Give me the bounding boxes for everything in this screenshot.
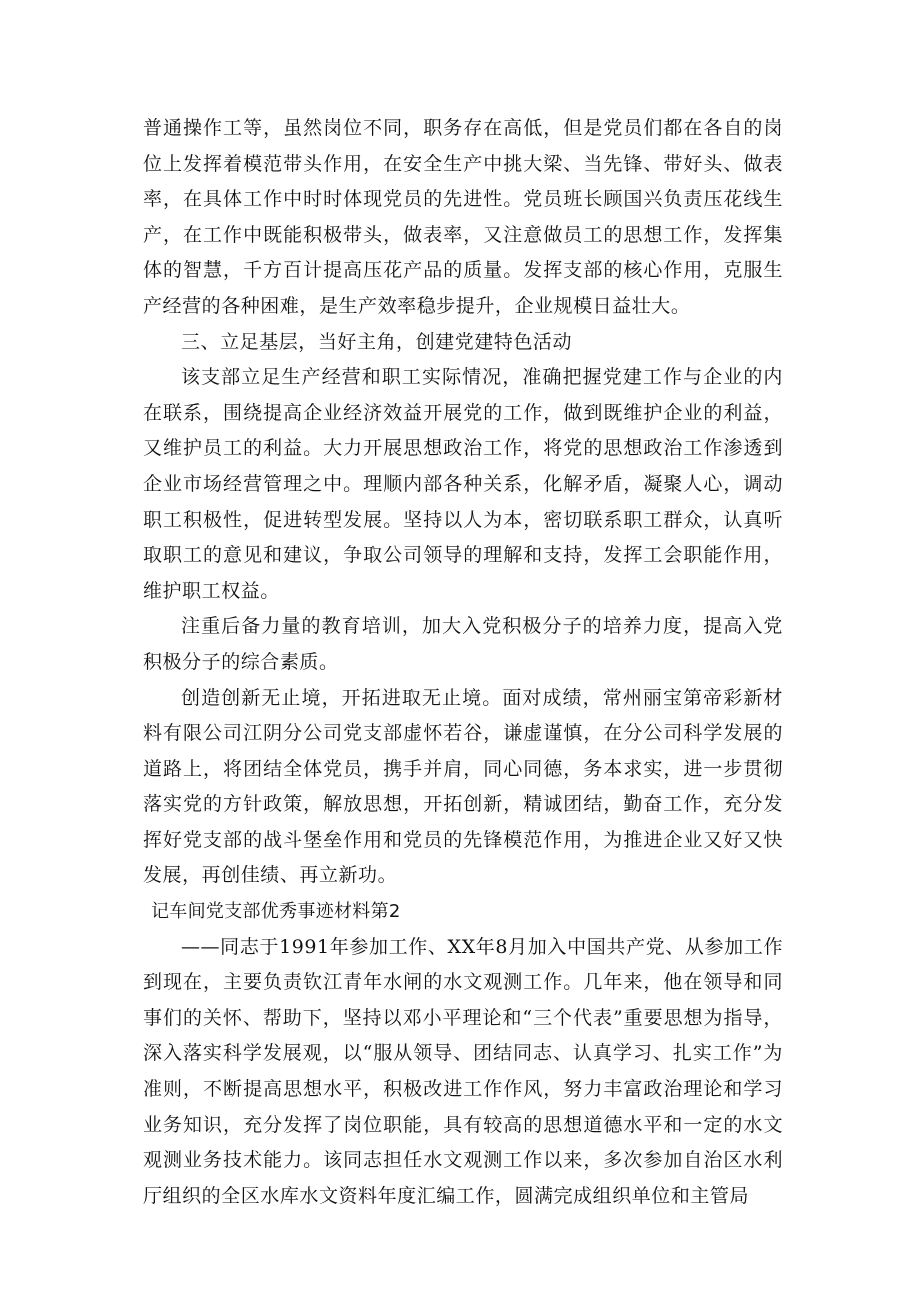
document-body (143, 111, 783, 1214)
section-heading: 三、立足基层，当好主角，创建党建特色活动 (181, 330, 573, 353)
paragraph-branch-practice: 该支部立足生产经营和职工实际情况，准确把握党建工作与企业的内在联系，围绕提高企业经济效益开展党的工作，做到既维护企业的利益，又维护员工的利益。大力开展思想政治工作，将党的思想政治工作渗透到企业市场经营管理之中。理顺内部各种关系，化解矛盾，凝聚人心，调动职工积极性，促进转型发展。坚持以人为本，密切联系职工群众，认真听取职工的意见和建议，争取公司领导的理解和支持，发挥工会职能作用，维护职工权益。 (143, 366, 783, 602)
paragraph-training: 注重后备力量的教育培训，加大入党积极分子的培养力度，提高入党积极分子的综合素质。 (143, 615, 783, 673)
paragraph-comrade-profile: ——同志于1991年参加工作、XX年8月加入中国共产党、从参加工作到现在，主要负责钦江青年水闸的水文观测工作。几年来，他在领导和同事们的关怀、帮助下，坚持以邓小平理论和“三个代表”重要思想为指导，深入落实科学发展观，以“服从领导、团结同志、认真学习、扎实工作”为准则，不断提高思想水平，积极改进工作作风，努力丰富政治理论和学习业务知识，充分发挥了岗位职能，具有较高的思想道德水平和一定的水文观测业务技术能力。该同志担任水文观测工作以来，多次参加自治区水利厅组织的全区水库水文资料年度汇编工作，圆满完成组织单位和主管局 (143, 935, 783, 1207)
paragraph-conclusion: 创造创新无止境，开拓进取无止境。面对成绩，常州丽宝第帝彩新材料有限公司江阴分公司党支部虚怀若谷，谦虚谨慎，在分公司科学发展的道路上，将团结全体党员，携手并肩，同心同德，务本求实，进一步贯彻落实党的方针政策，解放思想，开拓创新，精诚团结，勤奋工作，充分发挥好党支部的战斗堡垒作用和党员的先锋模范作用，为推进企业又好又快发展，再创佳绩、再立新功。 (143, 686, 783, 887)
paragraph-continuation: 普通操作工等，虽然岗位不同，职务存在高低，但是党员们都在各自的岗位上发挥着模范带头作用，在安全生产中挑大梁、当先锋、带好头、做表率，在具体工作中时时体现党员的先进性。党员班长顾国兴负责压花线生产，在工作中既能积极带头，做表率，又注意做员工的思想工作，发挥集体的智慧，千方百计提高压花产品的质量。发挥支部的核心作用，克服生产经营的各种困难，是生产效率稳步提升，企业规模日益壮大。 (143, 117, 783, 317)
article-subtitle: 记车间党支部优秀事迹材料第2 (151, 901, 401, 923)
